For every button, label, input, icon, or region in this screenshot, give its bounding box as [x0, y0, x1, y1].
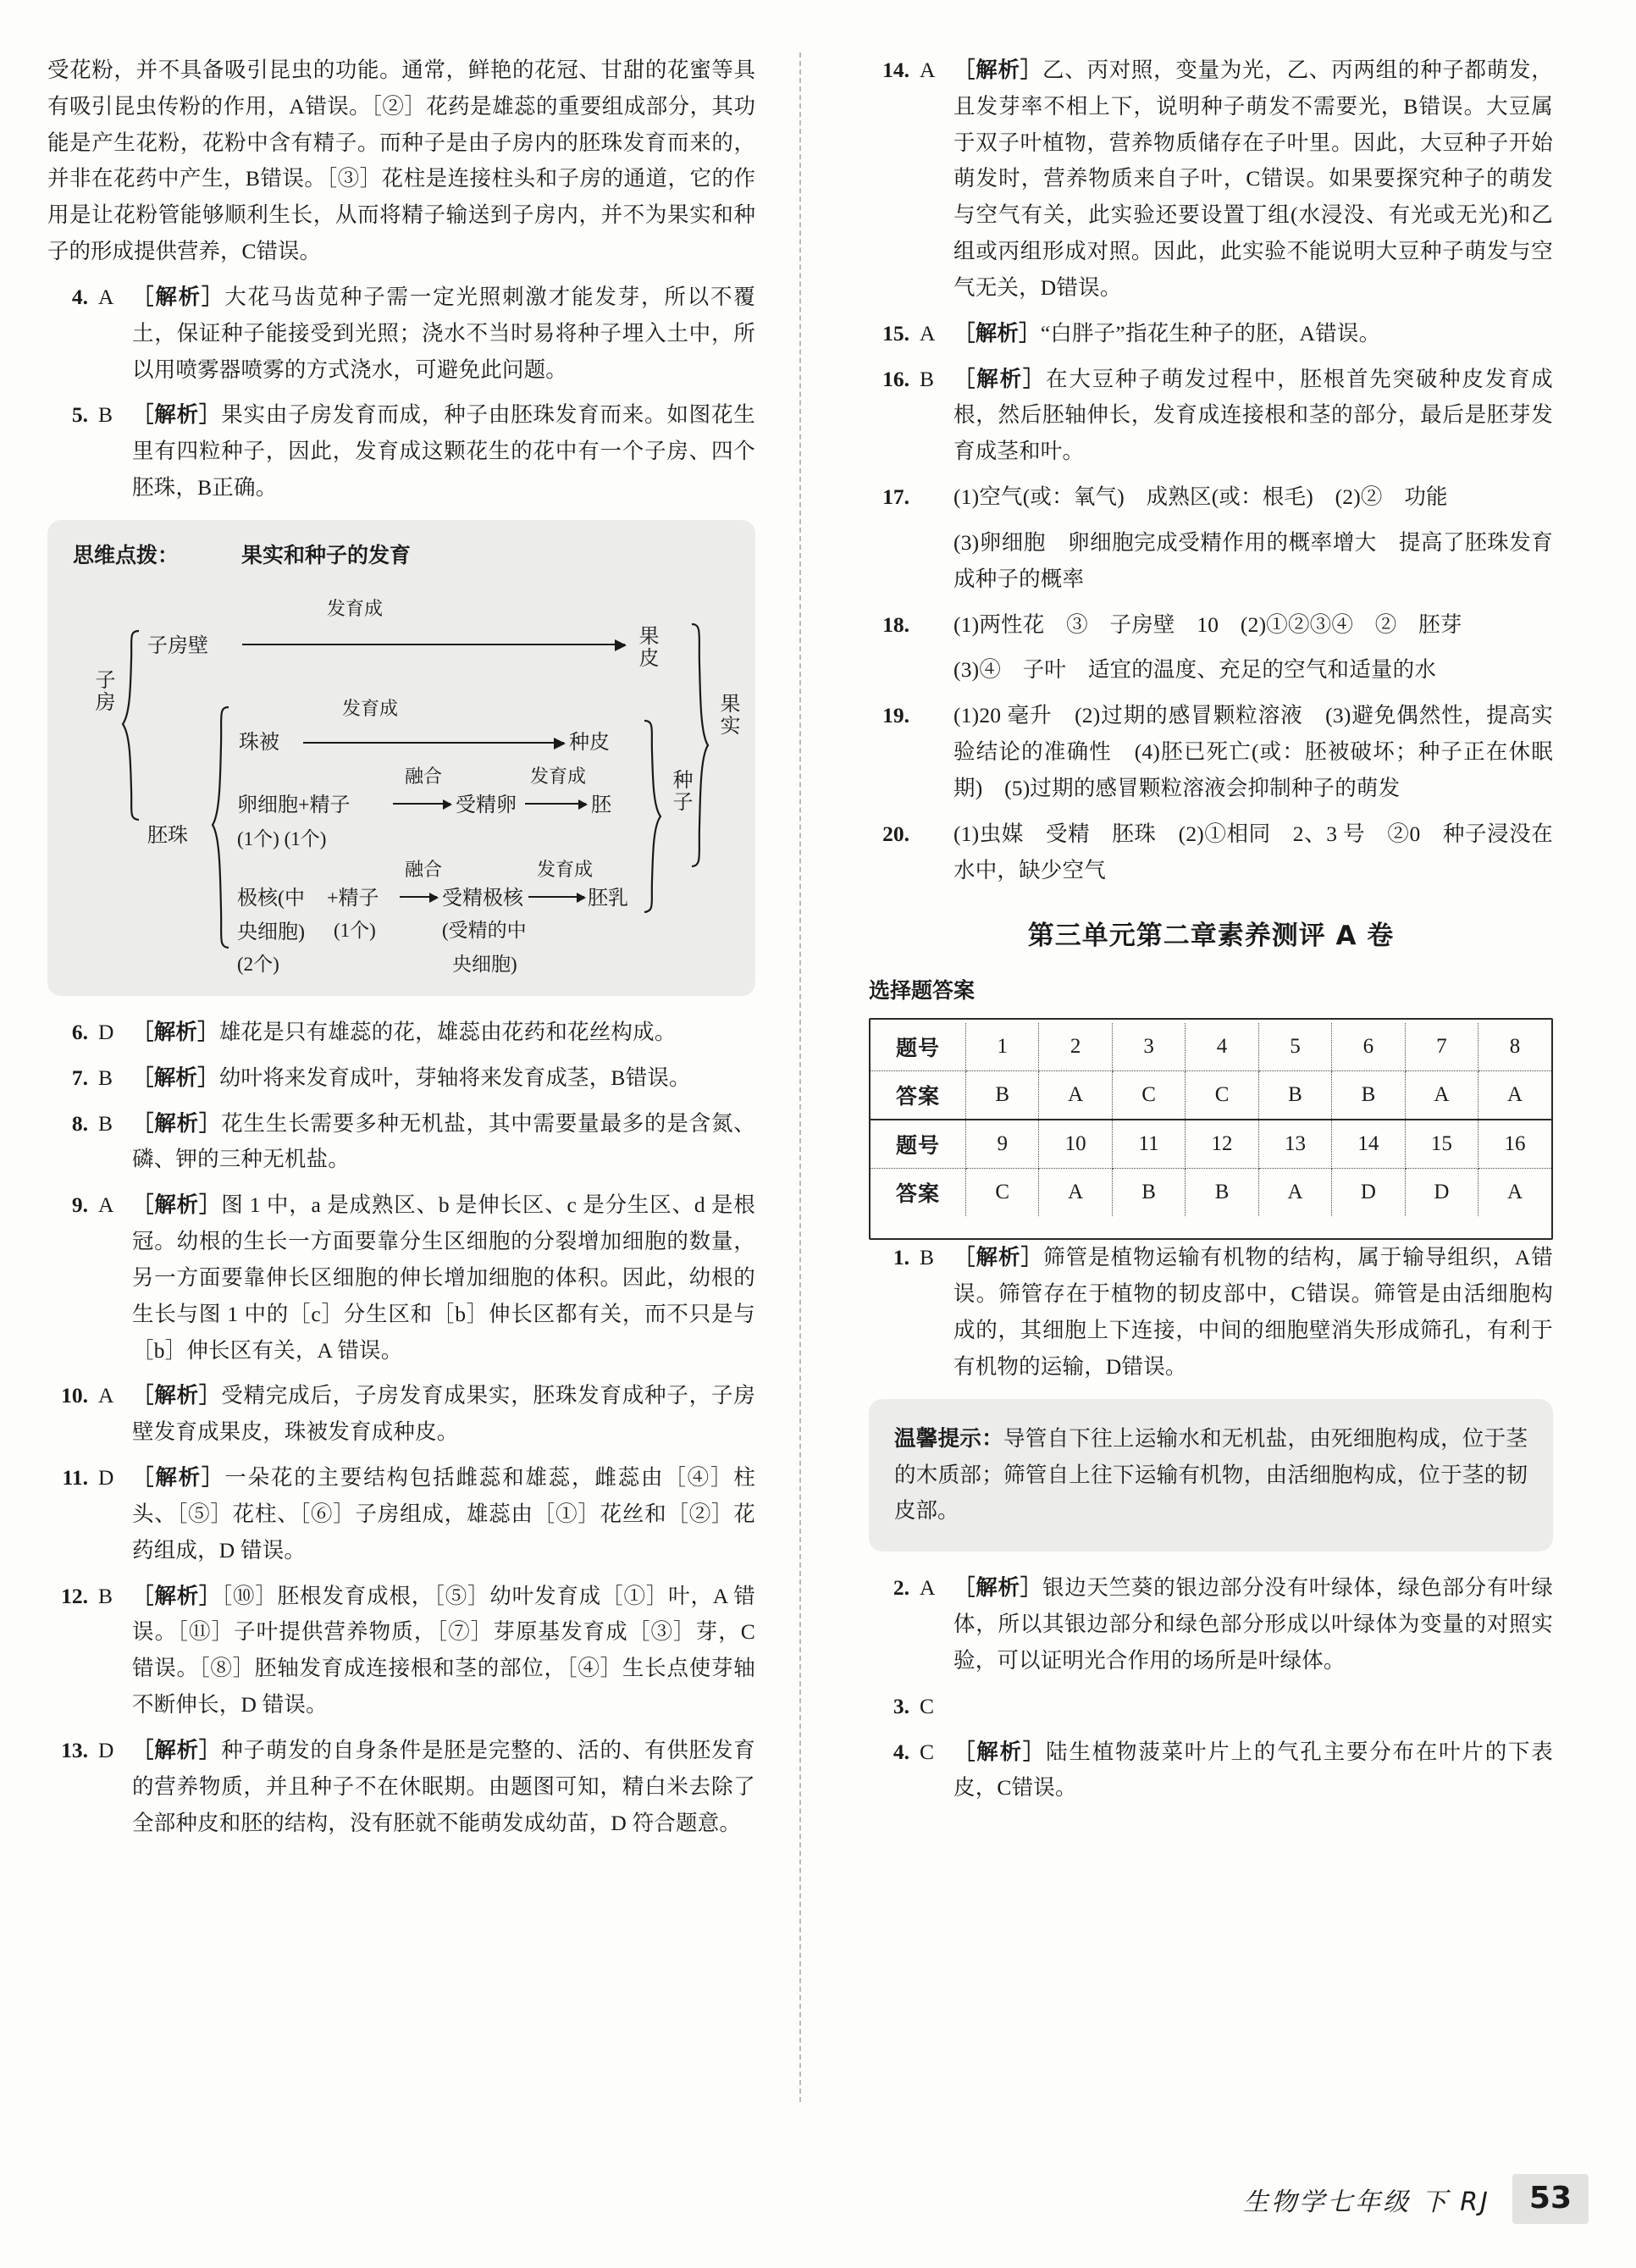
table-cell: 16: [1478, 1120, 1551, 1169]
table-cell: A: [1405, 1071, 1478, 1120]
node-endosperm: 胚乳: [588, 887, 628, 910]
answer-entry: [47, 1106, 755, 1179]
table-cell: B: [1186, 1169, 1258, 1217]
entry-text: 在大豆种子萌发过程中，胚根首先突破种皮发育成根，然后胚轴伸长，发育成连接根和茎的部分，最后是胚芽发育成茎和叶。: [953, 366, 1553, 464]
entry-body: [132, 1187, 755, 1369]
table-cell: 10: [1039, 1120, 1112, 1169]
brace-ovule: [210, 705, 232, 950]
entry-number: 7.: [71, 1065, 88, 1090]
entry-text: (1)两性花 ③ 子房壁 10 (2)①②③④ ② 胚芽: [953, 611, 1462, 637]
analysis-tag: ［解析］: [953, 320, 1041, 346]
analysis-tag: ［解析］: [953, 1739, 1047, 1764]
node-polar-nuclei: 极核(中: [237, 887, 305, 910]
warm-tip-text: 导管自下往上运输水和无机盐，由死细胞构成，位于茎的木质部；筛管自上往下运输有机物，由活细胞构成，位于茎的韧皮部。: [894, 1425, 1528, 1524]
table-cell: 13: [1258, 1120, 1331, 1169]
multiple-choice-answers-subheading: 选择题答案: [869, 978, 976, 1004]
arrow-label-develop-1: 发育成: [327, 597, 384, 619]
entry-text: (3)卵细胞 卵细胞完成受精作用的概率增大 提高了胚珠发育成种子的概率: [953, 529, 1553, 591]
analysis-tag: ［解析］: [132, 1019, 219, 1044]
entry-number: 9.: [71, 1192, 88, 1218]
entry-option: B: [920, 1245, 935, 1270]
answer-entry: [47, 1378, 755, 1451]
answer-entry: [869, 316, 1553, 352]
entry-body: [953, 1734, 1553, 1807]
answer-entry: [47, 279, 755, 388]
answer-entry: [869, 816, 1553, 889]
arrow-zygote-to-embryo: [525, 803, 586, 805]
entry-text: 花生生长需要多种无机盐，其中需要量最多的是含氮、磷、钾的三种无机盐。: [132, 1110, 755, 1172]
entry-number: 1.: [893, 1245, 909, 1270]
analysis-tag: ［解析］: [132, 1465, 225, 1491]
answer-entry: [869, 362, 1553, 470]
entry-option: A: [98, 1383, 114, 1408]
table-cell: 1: [966, 1023, 1039, 1071]
table-cell: 6: [1332, 1023, 1405, 1071]
entry-text: 受精完成后，子房发育成果实，胚珠发育成种子，子房壁发育成果皮，珠被发育成种皮。: [132, 1383, 755, 1445]
entry-body: [132, 1378, 755, 1451]
entry-option: B: [98, 1110, 113, 1136]
entry-number: 17.: [882, 484, 909, 510]
analysis-tag: ［解析］: [132, 1192, 222, 1218]
entry-text: (1)空气(或：氧气) 成熟区(或：根毛) (2)② 功能: [953, 484, 1448, 510]
answer-entry: [869, 607, 1553, 644]
answer-entry: [869, 1570, 1553, 1679]
table-cell: C: [1112, 1071, 1185, 1120]
entry-body: [132, 397, 755, 506]
table-cell: A: [1507, 1181, 1523, 1204]
entry-number: 8.: [71, 1110, 88, 1136]
table-cell: A: [1039, 1169, 1112, 1217]
table-cell: 7: [1405, 1023, 1478, 1071]
column-divider: [799, 53, 801, 2102]
entry-number: 13.: [61, 1737, 88, 1762]
arrow-label-fuse-2: 融合: [405, 858, 443, 880]
entry-body: [132, 1579, 755, 1723]
node-embryo: 胚: [591, 794, 611, 816]
two-column-layout: [47, 53, 1589, 2102]
warm-tip-label: 温馨提示：: [894, 1425, 1004, 1451]
node-fertilized-polar-note-2: 央细胞): [452, 953, 517, 975]
node-fruit: 果实: [716, 692, 738, 737]
row-header-question: 题号: [871, 1120, 966, 1169]
left-column: [47, 53, 784, 2102]
entry-body: [953, 316, 1553, 352]
entry-option: A: [920, 320, 936, 346]
entry-body: [132, 1060, 755, 1097]
brace-seed: [642, 718, 662, 915]
entry-number: 19.: [882, 703, 909, 728]
table-cell: A: [1478, 1071, 1551, 1120]
table-cell: 5: [1258, 1023, 1331, 1071]
table-cell: A: [1258, 1169, 1331, 1217]
answer-entry: [869, 1240, 1553, 1385]
entry-text: 雄花是只有雄蕊的花，雄蕊由花药和花丝构成。: [218, 1019, 677, 1044]
answer-entry: [47, 1460, 755, 1568]
table-cell: 15: [1405, 1120, 1478, 1169]
node-polar-nuclei-2: 央细胞): [237, 921, 305, 943]
node-ovule: 胚珠: [147, 824, 188, 847]
entry-text: 乙、丙对照，变量为光，乙、丙两组的种子都萌发，且发芽率不相上下，说明种子萌发不需要光，B错误。大豆属于双子叶植物，营养物质储存在子叶里。因此，大豆种子开始萌发时，营养物质来自子叶，C错误。如果要探究种子的萌发与空气有关，此实验还要设置丁组(水浸没、有光或无光)和乙组或丙组形成对照。因此，此实验不能说明大豆种子萌发与空气无关，D错误。: [953, 58, 1553, 300]
fruit-seed-development-diagram: [73, 576, 738, 975]
answer-entry: [47, 397, 755, 506]
arrow-integument-to-seedcoat: [303, 742, 564, 744]
answer-entry-continuation: [869, 652, 1553, 689]
entry-number: 18.: [882, 611, 909, 637]
entry-body: [953, 1570, 1553, 1679]
entry-option: D: [98, 1737, 114, 1762]
arrow-label-develop-4: 发育成: [537, 858, 594, 880]
node-ovary: 子房: [91, 668, 113, 713]
entry-number: 3.: [893, 1693, 909, 1718]
table-cell: B: [1112, 1169, 1185, 1217]
table-cell: 12: [1186, 1120, 1258, 1169]
entry-text: 种子萌发的自身条件是胚是完整的、活的、有供胚发育的营养物质，并且种子不在休眠期。由题图可知，精白米去除了全部种皮和胚的结构，没有胚就不能萌发成幼苗，D 符合题意。: [132, 1737, 755, 1835]
entry-option: A: [920, 58, 936, 82]
analysis-tag: ［解析］: [953, 366, 1047, 391]
entry-number: 2.: [893, 1575, 909, 1601]
answer-entry-continuation: [869, 525, 1553, 598]
analysis-tag: ［解析］: [132, 402, 222, 428]
arrow-label-fuse-1: 融合: [405, 765, 443, 787]
table-cell: 11: [1112, 1120, 1185, 1169]
entry-option: B: [98, 1583, 113, 1608]
arrow-label-develop-2: 发育成: [342, 697, 399, 719]
answer-entry: [869, 1689, 1553, 1725]
page-footer: [47, 2174, 1589, 2224]
table-row-question-1: [871, 1023, 1551, 1071]
entry-text: 筛管是植物运输有机物的结构，属于输导组织，A错误。筛管存在于植物的韧皮部中，C错误。筛管是由活细胞构成的，其细胞上下连接，中间的细胞壁消失形成筛孔，有利于有机物的运输，D错误。: [953, 1245, 1553, 1379]
entry-text: 幼叶将来发育成叶，芽轴将来发育成茎，B错误。: [218, 1065, 691, 1090]
table-row-answer-2: [871, 1169, 1551, 1217]
table-cell: B: [966, 1071, 1039, 1120]
table-cell: 14: [1332, 1120, 1405, 1169]
table-cell: 8: [1478, 1023, 1551, 1071]
node-polar-count: (2个): [237, 953, 279, 975]
entry-text: 大花马齿苋种子需一定光照刺激才能发芽，所以不覆土，保证种子能接受到光照；浇水不当时易将种子埋入土中，所以用喷雾器喷雾的方式浇水，可避免此问题。: [132, 284, 755, 382]
analysis-tag: ［解析］: [132, 1065, 219, 1090]
arrow-ovarywall-to-pericarp: [242, 644, 625, 645]
table-cell: 2: [1039, 1023, 1112, 1071]
entry-body: [132, 1733, 755, 1841]
entry-body: [132, 279, 755, 388]
entry-text: 果实由子房发育而成，种子由胚珠发育而来。如图花生里有四粒种子，因此，发育成这颗花生的花中有一个子房、四个胚珠，B正确。: [132, 402, 755, 501]
row-header-question: 题号: [871, 1023, 966, 1071]
entry-number: 12.: [61, 1583, 88, 1608]
brace-ovary: [120, 628, 142, 823]
entry-number: 4.: [71, 284, 88, 309]
node-fertilized-egg: 受精卵: [456, 794, 517, 816]
answer-table-wrapper: [869, 1018, 1553, 1240]
entry-text: (3)④ 子叶 适宜的温度、充足的空气和适量的水: [953, 657, 1437, 683]
thinking-tip-box: [47, 520, 755, 996]
answer-entry: [47, 1060, 755, 1097]
node-sperm-2-count: (1个): [334, 919, 376, 941]
analysis-tag: ［解析］: [953, 58, 1042, 82]
entry-option: B: [920, 366, 935, 391]
brace-fruit: [689, 622, 710, 869]
entry-number: 14.: [882, 58, 909, 82]
analysis-tag: ［解析］: [953, 1245, 1044, 1270]
thinking-tip-heading: 果实和种子的发育: [241, 542, 412, 567]
analysis-tag: ［解析］: [132, 284, 225, 309]
footer-title: 生物学七年级 下 RJ: [1243, 2187, 1490, 2217]
answer-entry: [869, 698, 1553, 806]
table-row-answer-1: [871, 1071, 1551, 1120]
entry-body: [953, 53, 1553, 307]
entry-text: 一朵花的主要结构包括雌蕊和雄蕊，雌蕊由［④］柱头、［⑤］花柱、［⑥］子房组成，雄蕊由［①］花丝和［②］花药组成，D 错误。: [132, 1465, 755, 1563]
entry-number: 15.: [882, 320, 909, 346]
answer-entry: [47, 1187, 755, 1369]
arrow-to-endosperm: [528, 896, 584, 898]
entry-option: A: [920, 1575, 936, 1601]
entry-number: 10.: [61, 1383, 88, 1408]
entry-number: 11.: [62, 1465, 88, 1491]
analysis-tag: ［解析］: [132, 1110, 222, 1136]
arrow-polar-fuse: [400, 896, 437, 898]
right-column: [816, 53, 1553, 2102]
entry-option: B: [98, 402, 113, 428]
entry-text: 陆生植物菠菜叶片上的气孔主要分布在叶片的下表皮，C错误。: [953, 1739, 1553, 1801]
table-cell: 3: [1112, 1023, 1185, 1071]
warm-tip-box: [869, 1399, 1553, 1552]
warm-tip-content: [894, 1421, 1528, 1530]
node-seed: 种子: [669, 768, 691, 813]
table-cell: C: [966, 1169, 1039, 1217]
node-egg-cell: 卵细胞+精子: [237, 794, 351, 816]
entry-text: 银边天竺葵的银边部分没有叶绿体，绿色部分有叶绿体，所以其银边部分和绿色部分形成以叶绿体为变量的对照实验，可以证明光合作用的场所是叶绿体。: [953, 1575, 1553, 1673]
entry-option: A: [98, 1192, 114, 1218]
entry-number: 16.: [882, 366, 909, 391]
answer-entry: [869, 479, 1553, 516]
node-pericarp: 果皮: [635, 624, 657, 669]
entry-text: “白胖子”指花生种子的胚，A错误。: [1040, 320, 1381, 346]
node-seed-coat: 种皮: [569, 731, 610, 754]
node-fertilized-polar-note-1: (受精的中: [442, 919, 527, 941]
thinking-tip-header: [73, 539, 733, 569]
table-cell: B: [1332, 1071, 1405, 1120]
entry-option: B: [98, 1065, 113, 1090]
analysis-tag: ［解析］: [132, 1583, 222, 1608]
table-cell: C: [1186, 1071, 1258, 1120]
table-cell: 9: [966, 1120, 1039, 1169]
table-row-question-2: [871, 1120, 1551, 1169]
entry-body: [953, 362, 1553, 470]
table-cell: B: [1258, 1071, 1331, 1120]
carryover-paragraph: 受花粉，并不具备吸引昆虫的功能。通常，鲜艳的花冠、甘甜的花蜜等具有吸引昆虫传粉的作用，A错误。［②］花药是雄蕊的重要组成部分，其功能是产生花粉，花粉中含有精子。而种子是由子房内的胚珠发育而来的，并非在花药中产生，B错误。［③］花柱是连接柱头和子房的通道，它的作用是让花粉管能够顺利生长，从而将精子输送到子房内，并不为果实和种子的形成提供营养，C错误。: [47, 58, 755, 264]
answer-entry: [869, 1734, 1553, 1807]
answer-entry: [869, 53, 1553, 307]
node-egg-counts: (1个) (1个): [237, 827, 327, 849]
row-header-answer: 答案: [871, 1071, 966, 1120]
entry-text: (1)20 毫升 (2)过期的感冒颗粒溶液 (3)避免偶然性，提高实验结论的准确性 (4)胚已死亡(或：胚被破坏；种子正在休眠期) (5)过期的感冒颗粒溶液会抑制种子的萌发: [953, 703, 1553, 800]
entry-body: [953, 1240, 1553, 1385]
node-ovary-wall: 子房壁: [147, 634, 208, 657]
analysis-tag: ［解析］: [132, 1737, 222, 1762]
table-cell: 4: [1186, 1023, 1258, 1071]
entry-option: D: [98, 1465, 114, 1491]
entry-text: (1)虫媒 受精 胚珠 (2)①相同 2、3 号 ②0 种子浸没在水中，缺少空气: [953, 821, 1553, 882]
node-fertilized-polar: 受精极核: [442, 887, 523, 910]
answer-entry: [47, 1015, 755, 1051]
arrow-label-develop-3: 发育成: [530, 765, 587, 787]
entry-body: [132, 1460, 755, 1568]
table-cell: A: [1039, 1071, 1112, 1120]
entry-text: ［⑩］胚根发育成根，［⑤］幼叶发育成［①］叶，A 错误。［⑪］子叶提供营养物质，［⑦］芽原基发育成［③］芽，C 错误。［⑧］胚轴发育成连接根和茎的部位，［④］生长点使芽轴不断伸长，D 错误。: [132, 1583, 755, 1718]
row-header-answer: 答案: [871, 1169, 966, 1217]
entry-option: A: [98, 284, 114, 309]
answer-table: [871, 1023, 1551, 1216]
answer-entry: [47, 1579, 755, 1723]
entry-number: 20.: [882, 821, 909, 846]
entry-number: 6.: [71, 1019, 88, 1044]
entry-body: [132, 1015, 755, 1051]
node-integument: 珠被: [239, 731, 279, 754]
entry-text: 图 1 中，a 是成熟区、b 是伸长区、c 是分生区、d 是根冠。幼根的生长一方面要靠分生区细胞的分裂增加细胞的数量，另一方面要靠伸长区细胞的伸长增加细胞的体积。因此，幼根的生长与图 1 中的［c］分生区和［b］伸长区都有关，而不只是与［b］伸长区有关，A 错误。: [132, 1192, 755, 1363]
node-sperm-2: +精子: [327, 887, 379, 910]
analysis-tag: ［解析］: [132, 1383, 222, 1408]
entry-number: 5.: [71, 402, 88, 428]
table-cell: D: [1332, 1169, 1405, 1217]
entry-option: C: [920, 1739, 935, 1764]
entry-body: [132, 1106, 755, 1179]
thinking-tip-label: 思维点拨：: [73, 542, 180, 567]
table-cell: D: [1405, 1169, 1478, 1217]
entry-number: 4.: [893, 1739, 909, 1764]
analysis-tag: ［解析］: [953, 1575, 1042, 1601]
section-heading: 第三单元第二章素养测评 A 卷: [1027, 921, 1395, 952]
answer-entry: [47, 1733, 755, 1841]
arrow-egg-fuse: [393, 803, 450, 805]
page-number: 53: [1512, 2174, 1589, 2224]
entry-option: C: [920, 1693, 935, 1718]
entry-option: D: [98, 1019, 114, 1044]
